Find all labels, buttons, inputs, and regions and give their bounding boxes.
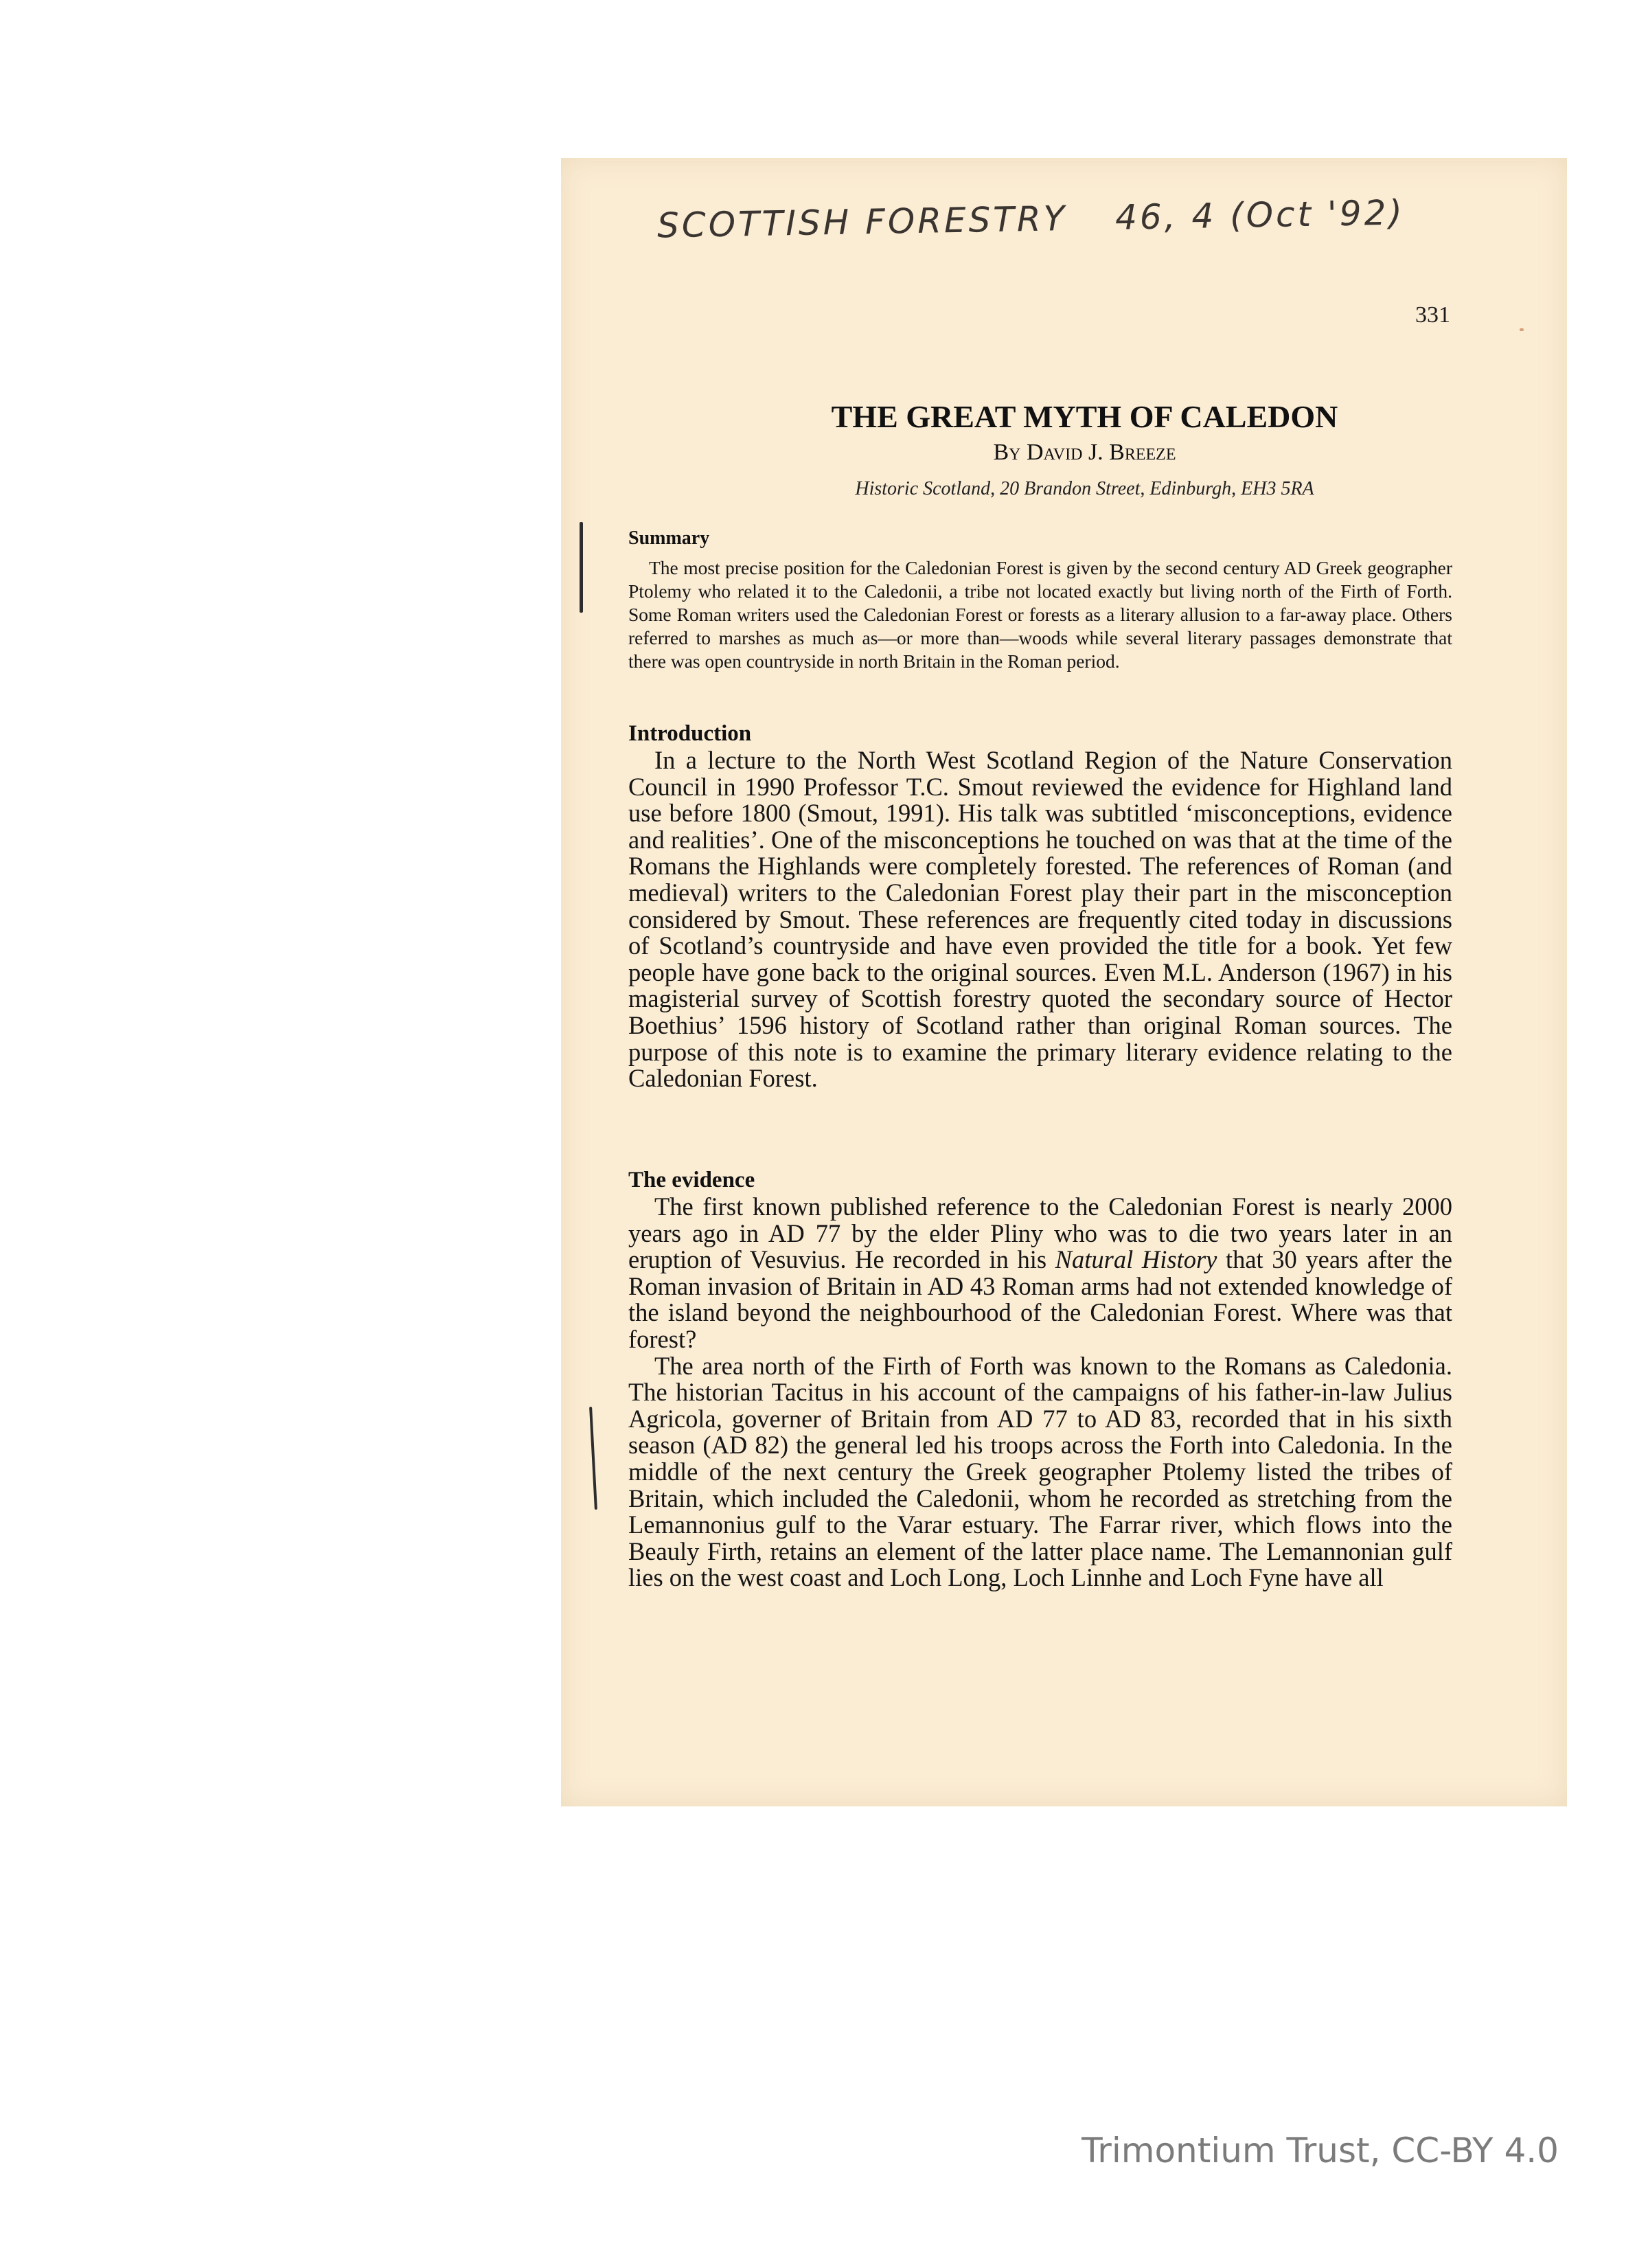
- introduction-body: [628, 747, 1452, 1092]
- summary-heading: Summary: [628, 528, 710, 549]
- article-byline: By David J. Breeze: [993, 440, 1176, 465]
- author-affiliation: Historic Scotland, 20 Brandon Street, Edinburgh, EH3 5RA: [855, 478, 1314, 499]
- evidence-paragraph-1: [628, 1194, 1452, 1353]
- scanned-paper: [561, 158, 1567, 1806]
- evidence-p1-text-a: The first known published reference to the Caledonian Forest is nearly 2000 years ago in AD 77 by the elder Pliny who was to die two years later in an eruption of Vesuvius. He recorded in his: [628, 1192, 1452, 1274]
- evidence-paragraph-2: The area north of the Firth of Forth was known to the Romans as Caledonia. The historian Tacitus in his account of the campaigns of his father-in-law Julius Agricola, governer of Britain from AD 77 to AD 83, recorded that in his sixth season (AD 82) the general led his troops across the Forth into Caledonia. In the middle of the next century the Greek geographer Ptolemy listed the tribes of Britain, which included the Caledonii, whom he recorded as stretching from the Lemannonius gulf to the Varar estuary. The Farrar river, which flows into the Beauly Firth, retains an element of the latter place name. The Lemannonian gulf lies on the west coast and Loch Long, Loch Linnhe and Loch Fyne have all: [628, 1351, 1452, 1592]
- margin-pencil-mark: [580, 522, 583, 613]
- article-title: THE GREAT MYTH OF CALEDON: [831, 399, 1338, 434]
- handwritten-issue: 46, 4 (Oct '92): [1114, 192, 1406, 238]
- handwritten-journal: SCOTTISH FORESTRY: [656, 199, 1068, 246]
- page-number: 331: [1415, 302, 1450, 328]
- evidence-body: [628, 1194, 1452, 1591]
- introduction-paragraph: In a lecture to the North West Scotland Region of the Nature Conservation Council in 1990 Professor T.C. Smout reviewed the evidence for Highland land use before 1800 (Smout, 1991). His talk was subtitled ‘misconceptions, evidence and realities’. One of the misconceptions he touched on was that at the time of the Romans the Highlands were completely forested. The references of Roman (and medieval) writers to the Caledonian Forest play their part in the misconception considered by Smout. These references are frequently cited today in discussions of Scotland’s countryside and have even provided the title for a book. Yet few people have gone back to the original sources. Even M.L. Anderson (1967) in his magisterial survey of Scottish forestry quoted the secondary source of Hector Boethius’ 1596 history of Scotland rather than original Roman sources. The purpose of this note is to examine the primary literary evidence relating to the Caledonian Forest.: [628, 746, 1452, 1093]
- summary-text: The most precise position for the Caledonian Forest is given by the second century AD Greek geographer Ptolemy who related it to the Caledonii, a tribe not located exactly but living north of the Firth of Forth. Some Roman writers used the Caledonian Forest or forests as a literary allusion to a far-away place. Others referred to marshes as much as—or more than—woods while several literary passages demonstrate that there was open countryside in north Britain in the Roman period.: [628, 557, 1452, 672]
- handwritten-note: [657, 193, 1406, 246]
- evidence-heading: The evidence: [628, 1168, 755, 1192]
- evidence-p1-text-b: that 30 years after the Roman invasion of Britain in AD 43 Roman arms had not extended knowledge of the island beyond the neighbourhood of the Caledonian Forest. Where was that forest?: [628, 1245, 1453, 1353]
- book-title-italic: Natural History: [1055, 1245, 1217, 1274]
- stain-mark: [1520, 328, 1524, 331]
- introduction-heading: Introduction: [628, 721, 752, 746]
- image-credit: Trimontium Trust, CC-BY 4.0: [1082, 2131, 1559, 2170]
